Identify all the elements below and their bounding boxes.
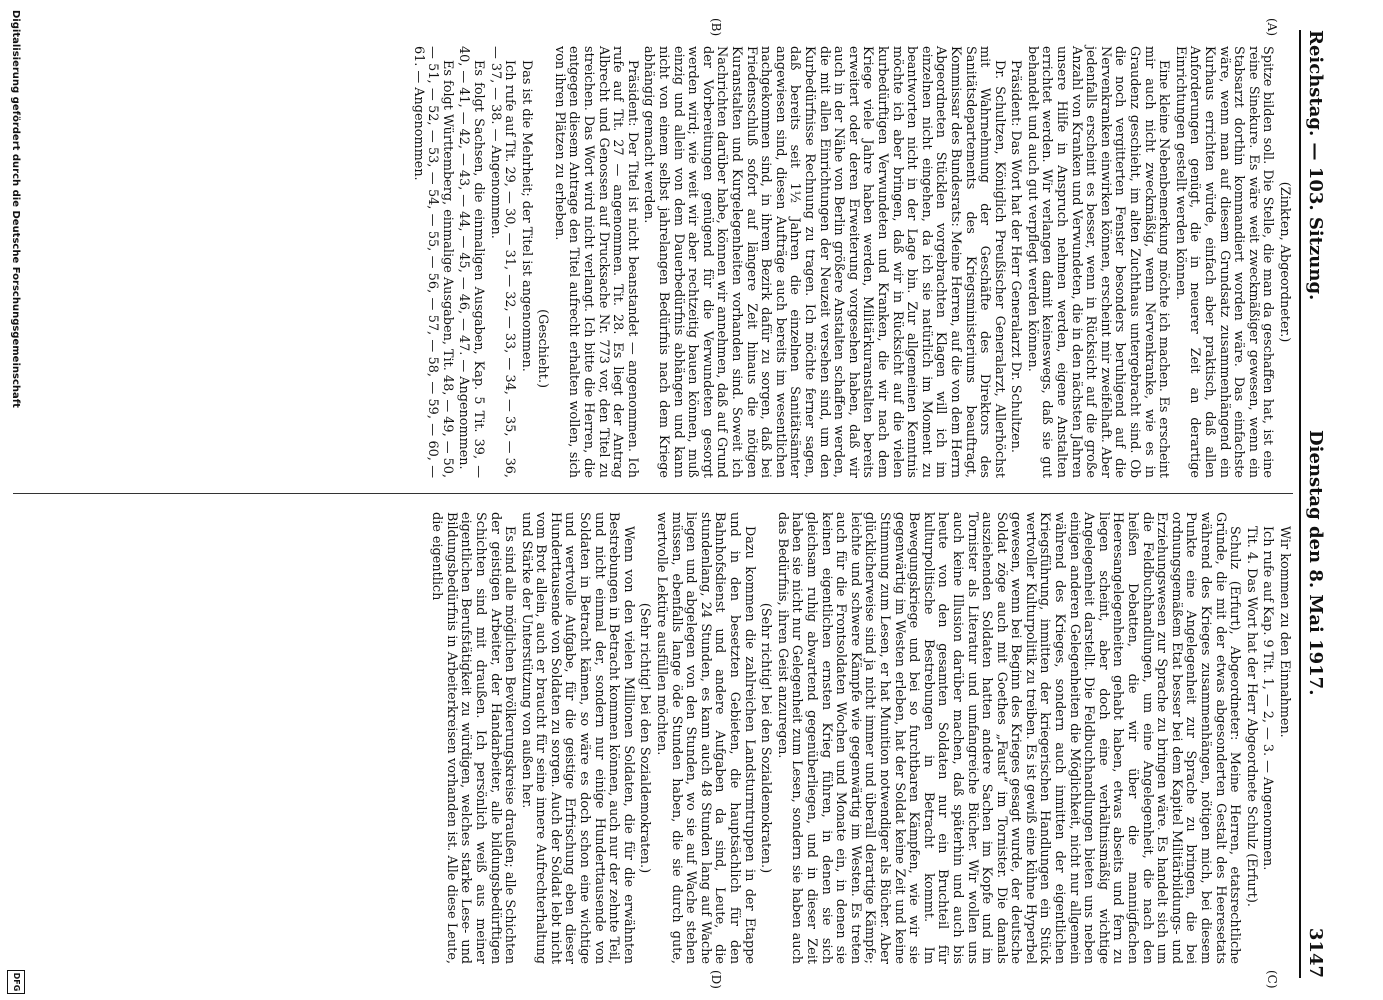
interjection: (Sehr richtig! bei den Sozialdemokraten.) <box>637 602 653 874</box>
page-number: 3147 <box>1305 927 1326 978</box>
paragraph: Ich rufe auf Tit. 29, — 30, — 31, — 32, — 33, — 34, — 35, — 36, — 37, — 38. — Angenommen. <box>487 46 518 478</box>
column-divider <box>13 493 1293 494</box>
paragraph: Es folgt Württemberg, einmalige Ausgaben, Tit. 48, — 49, — 50, — 51, — 52, — 53, — 54, — 55, — 56, — 57, — 58, — 59, — 60, — 61. — Angenommen. <box>410 46 455 478</box>
interjection: (Sehr richtig! bei den Sozialdemokraten.) <box>758 602 774 874</box>
left-column <box>408 46 1291 478</box>
margin-mark-c: (C) <box>1265 970 1279 989</box>
header-date: Dienstag den 8. Mai 1917. <box>1305 430 1326 696</box>
president-remark: Präsident: Das Wort hat der Herr Generalarzt Dr. Schultzen. <box>1008 60 1024 453</box>
page-header <box>1299 30 1337 978</box>
header-left: Reichstag. — 103. Sitzung. <box>1305 30 1326 301</box>
dfg-logo: DFG <box>7 970 25 994</box>
right-column <box>427 512 1291 964</box>
speech-schulz: Schulz (Erfurt), Abgeordneter: Meine Herren, etatsrechtliche Gründe, die mit der etwas abgesonderten Gestalt des Heeresetats während des Krieges zusammenhängen, nötigen mich, bei diesem Punkte eine Angelegenheit zur Sprache zu bringen, die bei ordnungsgemäßem Etat besser bei dem Kapitel Militärbildungs- und Erziehungswesen zur Sprache zu bringen wäre. Es handelt sich um die Feldbuchhandlungen, um eine Angelegenheit, die nach den heißen Debatten, die wir über die mannigfachen Heeresangelegenheiten gehabt haben, etwas abseits und fern zu liegen scheint, aber doch eine verhältnismäßig wichtige Angelegenheit darstellt. Die Feldbuchhandlungen bieten uns neben einigen anderen Gelegenheiten die Möglichkeit, nicht nur allgemein während des Krieges, sondern auch inmitten der eigentlichen Kriegsführung, inmitten der kriegerischen Handlungen ein Stück wertvoller Kulturpolitik zu treiben. Es ist gewiß eine kühne Hyperbel gewesen, wenn bei Beginn des Krieges gesagt wurde, der deutsche Soldat zöge auch mit Goethes „Faust“ im Tornister. Die damals ausziehenden Soldaten hatten andere Sachen im Kopfe und im Tornister als Literatur und umfangreiche Bücher. Wir wollen uns auch keine Illusion darüber machen, daß späterhin und auch bis heute von den gesamten Soldaten nur ein Bruchteil für kulturpolitische Bestrebungen in Betracht kommt. Im Bewegungskriege und bei so furchtbaren Kämpfen, wie wir sie gegenwärtig im Westen erleben, hat der Soldat keine Zeit und keine Stimmung zum Lesen, er hat Munition notwendiger als Bücher. Aber glücklicherweise sind ja nicht immer und überall derartige Kämpfe; leichte und schwere Kämpfe wie gegenwärtig im Westen. Es treten auch für die Frontsoldaten Wochen und Monate ein, in denen sie keinen eigentlichen ernsten Krieg führen, in denen sie sich gleichsam ruhig abwartend gegenüberliegen, und in dieser Zeit haben sie nicht nur Gelegenheit zum Lesen, sondern sie haben auch das Bedürfnis, ihren Geist anzuregen. <box>774 512 1243 964</box>
paragraph: Wir kommen zu den Einnahmen. <box>1277 526 1292 738</box>
president-remark: Präsident: Der Titel ist nicht beanstandet — angenommen. Ich rufe auf Tit. 27 — angenommen. Tit. 28. Es liegt der Antrag Albrecht und Genossen auf Drucksache Nr. 773 vor, den Titel zu streichen. Das Wort wird nicht verlangt. Ich bitte die Herren, die entgegen diesem Antrage den Titel aufrecht erhalten wollen, sich von ihren Plätzen zu erheben. <box>551 46 640 478</box>
paragraph: Ich rufe auf Kap. 9 Tit. 1, — 2, — 3. — Angenommen. <box>1260 526 1276 871</box>
digitization-footer <box>1 0 25 1000</box>
paragraph: Wenn von den vielen Millionen Soldaten, die für die erwähnten Bestrebungen in Betracht kommen können, auch nur der zehnte Teil, und nicht einmal der, sondern nur einige Hunderttausende von Soldaten in Betracht kämen, so wäre es doch schon eine wichtige und wertvolle Aufgabe, für die geistige Erfrischung eben dieser Hunderttausende von Soldaten zu sorgen. Auch der Soldat lebt nicht vom Brot allein, auch er braucht für seine innere Aufrechterhaltung und Stärke der Unterstützung von außen her. <box>518 512 636 964</box>
funding-note: Digitalisierung gefördert durch die Deutsche Forschungsgemeinschaft <box>10 10 21 408</box>
paragraph: Es sind alle möglichen Bevölkerungskreise draußen; alle Schichten der geistigen Arbeiter, der Handarbeiter, alle bildungsbedürftigen Schichten sind mit draußen. Ich persönlich weiß aus meiner eigentlichen Berufstätigkeit zu würdigen, welches starke Lese- und Bildungsbedürfnis in Arbeiterkreisen vorhanden ist. Alle diese Leute, die eigentlich <box>429 512 518 964</box>
paragraph: Eine kleine Nebenbemerkung möchte ich machen. Es erscheint mir auch nicht zweckmäßig, wenn Nervenkranke, wie es in Graudenz geschieht, im alten Zuchthaus untergebracht sind. Ob die noch vergitterten Fenster besonders beruhigend auf die Nervenkranken einwirken können, erscheint mir zweifelhaft. Aber jedenfalls erscheint es besser, wenn in Rücksicht auf die große Anzahl von Kranken und Verwundeten, die in den nächsten Jahren unsere Hilfe in Anspruch nehmen werden, eigene Anstalten errichtet werden. Wir verlangen damit keineswegs, daß sie gut behandelt und auch gut verpflegt werden können. <box>1024 46 1172 478</box>
paragraph: Es folgt Sachsen, die einmaligen Ausgaben, Kap. 5 Tit. 39, — 40, — 41, — 42, — 43, — 44, — 45, — 46, — 47. — Angenommen. <box>456 46 486 478</box>
margin-mark-a: (A) <box>1265 18 1279 37</box>
stage-note: (Geschieht.) <box>535 309 551 388</box>
paragraph: Das ist die Mehrheit; der Titel ist angenommen. <box>518 60 534 372</box>
paragraph: Spitze bilden soll. Die Stelle, die man da geschaffen hat, ist eine reine Sinekure. Es wäre weit zweckmäßiger gewesen, wenn ein Stabsarzt dorthin kommandiert worden wäre. Das einfachste wäre, wenn man auf diesem Grundsatz zusammenhängend ein Kurhaus errichten würde, einfach aber praktisch, daß allen Anforderungen genügt, die in neuerer Zeit an derartige Einrichtungen gestellt werden können. <box>1172 46 1276 478</box>
speech-schultzen: Dr. Schultzen, Königlich Preußischer Generalarzt, Allerhöchst mit Wahrnehmung der Geschäfte des Direktors des Sanitätsdepartements des Kriegsministeriums beauftragt, Kommissar des Bundesrats: Meine Herren, auf die von dem Herrn Abgeordneten Stücklen vorgebrachten Klagen will ich im einzelnen nicht eingehen, da ich sie natürlich im Moment zu beantworten nicht in der Lage bin. Zur allgemeinen Kenntnis möchte ich aber bringen, daß wir in Rücksicht auf die vielen kurbedürftigen Verwundeten und Kranken, die wir nach dem Kriege viele Jahre haben werden, Militärkuranstalten bereits erweitert oder deren Erweiterung vorgesehen haben, daß wir auch in der Nähe von Berlin größere Anstalten schaffen werden, die mit allen Einrichtungen der Neuzeit versehen sind, um den Kurbedürfnisse Rechnung zu tragen. Ich möchte ferner sagen, daß bereits seit 1½ Jahren die einzelnen Sanitätsämter angewiesen sind, diesen Aufträge auch bereits im wesentlichen nachgekommen sind, in ihrem Bezirk dafür zu sorgen, daß bei Friedensschluß sofort auf längere Zeit hinaus die nötigen Kuranstalten und Kurgelegenheiten vorhanden sind. Soweit ich Nachrichten darüber habe, können wir annehmen, daß auf Grund der Vorbereitungen genügend für die Verwundeten gesorgt werden wird; wie weit wir aber rechtzeitig bauen können, muß einzig und allein von dem Dauerbedürfnis abhängen und kann nicht von einem selbst jahrelangen Bedürfnis nach dem Kriege abhängig gemacht werden. <box>641 46 1007 478</box>
margin-mark-b: (B) <box>709 18 723 37</box>
margin-mark-d: (D) <box>709 970 723 989</box>
speaker-continuation: (Zinkten, Abgeordneter.) <box>1277 181 1292 343</box>
paragraph: Dazu kommen die zahlreichen Landsturmtruppen in der Etappe und in den besetzten Gebieten, die hauptsächlich für den Bahnhofsdienst und andere Aufgaben da sind, Leute, die stundenlang, 24 Stunden, es kann auch 48 Stunden lang auf Wache liegen und abgelegen von den Stunden, wo sie auf Wache stehen müssen, ebenfalls lange öde Stunden haben, die sie durch gute, wertvolle Lektüre ausfüllen möchten. <box>654 512 757 964</box>
paragraph: Tit. 4. Das Wort hat der Herr Abgeordnete Schulz (Erfurt). <box>1243 526 1259 907</box>
